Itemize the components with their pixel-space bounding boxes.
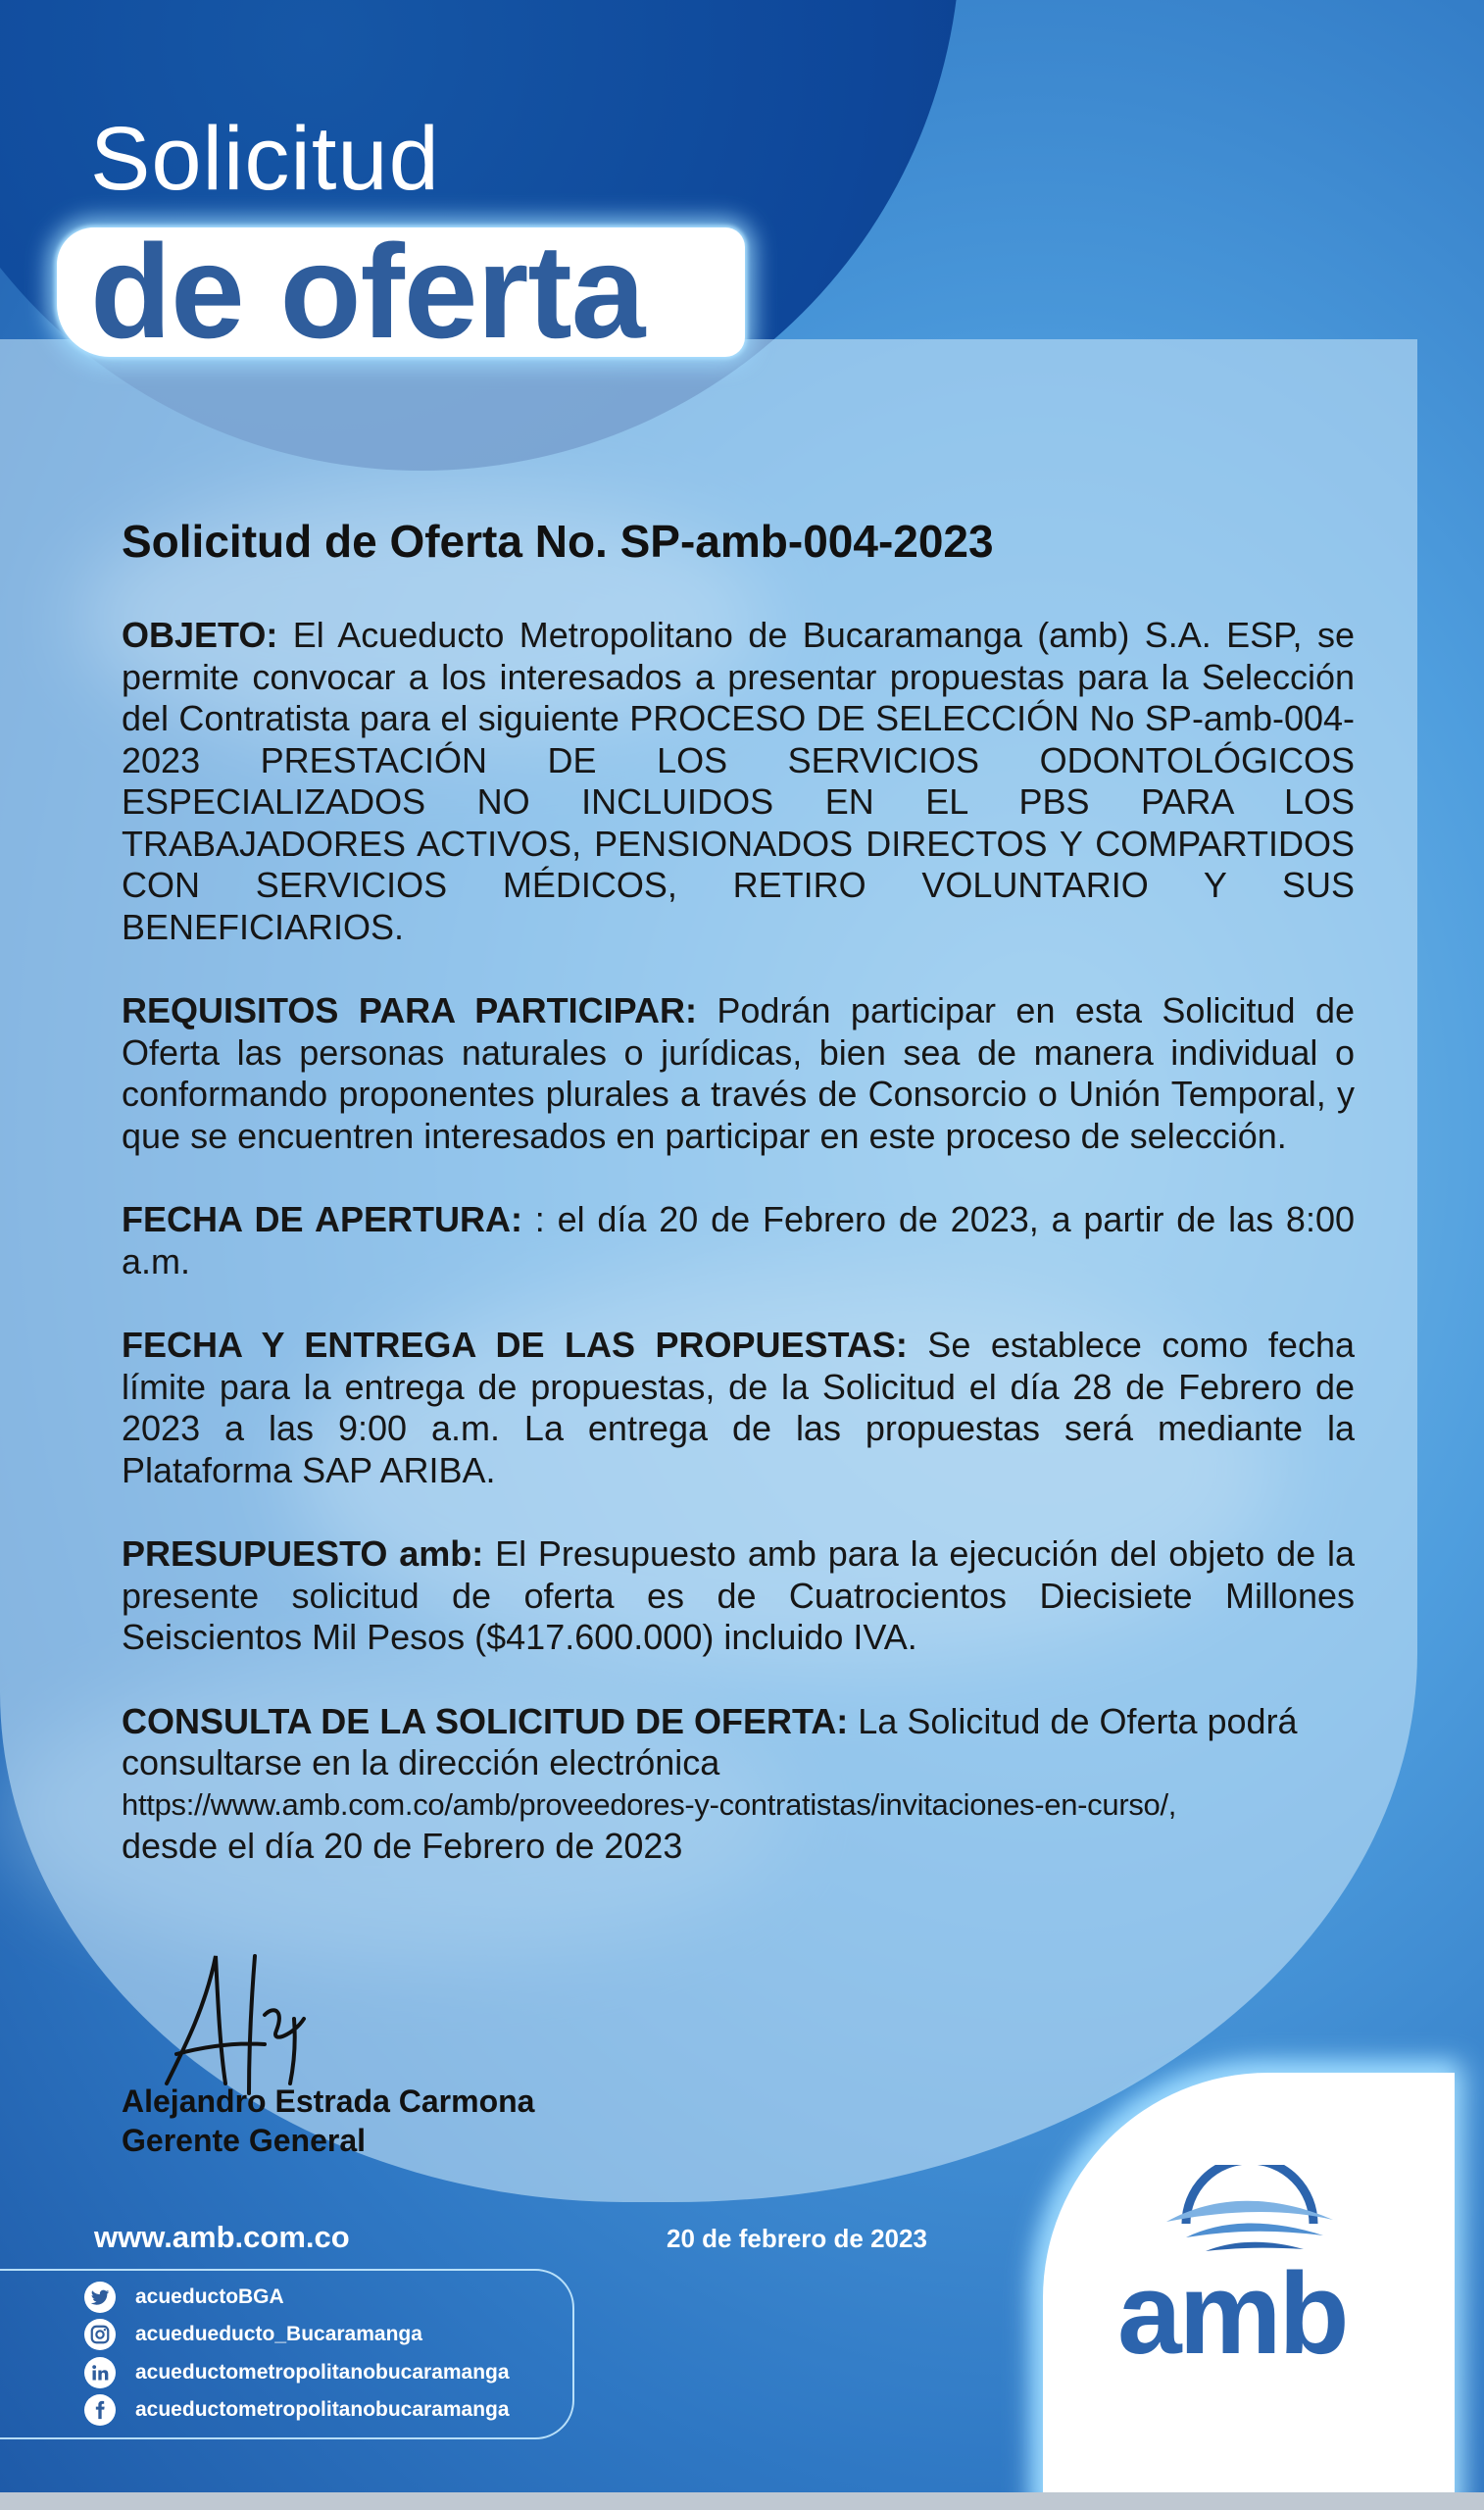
- website-link[interactable]: www.amb.com.co: [94, 2220, 350, 2254]
- social-item-twitter[interactable]: [84, 2282, 284, 2313]
- linkedin-icon: [84, 2357, 116, 2388]
- section-fecha-apertura: [122, 1199, 1355, 1282]
- section-presupuesto: [122, 1533, 1355, 1659]
- section-label: FECHA Y ENTREGA DE LAS PROPUESTAS:: [122, 1325, 908, 1365]
- signer-role: Gerente General: [122, 2123, 366, 2158]
- twitter-icon: [84, 2282, 116, 2313]
- section-label: PRESUPUESTO amb:: [122, 1533, 484, 1574]
- title-line2: de oferta: [90, 217, 645, 366]
- document-body: [122, 512, 1355, 1910]
- signature-image: [147, 1936, 323, 2103]
- consulta-after-text: desde el día 20 de Febrero de 2023: [122, 1826, 683, 1866]
- section-requisitos: [122, 990, 1355, 1157]
- social-handle: acueductometropolitanobucaramanga: [135, 2398, 510, 2421]
- social-item-facebook[interactable]: [84, 2394, 510, 2426]
- section-text: La Solicitud de Oferta podrá consultarse en la dirección electrónica: [122, 1700, 1298, 1782]
- section-objeto: [122, 615, 1355, 948]
- document-heading: Solicitud de Oferta No. SP-amb-004-2023: [122, 516, 994, 567]
- facebook-icon: [84, 2394, 116, 2426]
- footer-date: 20 de febrero de 2023: [667, 2224, 927, 2253]
- social-handle: acueductoBGA: [135, 2285, 284, 2308]
- section-text: El Presupuesto amb para la ejecución del objeto de la presente solicitud de oferta es de Cuatrocientos Diecisiete Millones Seiscientos Mil Pesos ($417.600.000) incluido IVA.: [122, 1533, 1356, 1657]
- section-text: El Acueducto Metropolitano de Bucaramanga (amb) S.A. ESP, se permite convocar a los interesados a presentar propuestas para la Selección del Contratista para el siguiente PROCESO DE SELECCIÓN No SP-amb-004-2023 PRESTACIÓN DE LOS SERVICIOS ODONTOLÓGICOS ESPECIALIZADOS NO INCLUIDOS EN EL PBS PARA LOS TRABAJADORES ACTIVOS, PENSIONADOS DIRECTOS Y COMPARTIDOS CON SERVICIOS MÉDICOS, RETIRO VOLUNTARIO Y SUS BENEFICIARIOS.: [122, 615, 1355, 947]
- section-label: OBJETO:: [122, 615, 278, 655]
- section-text: Se establece como fecha límite para la entrega de propuestas, de la Solicitud el día 28 de Febrero de 2023 a las 9:00 a.m. La entrega de las propuestas será mediante la Plataforma SAP ARIBA.: [122, 1325, 1355, 1490]
- amb-logo: amb: [1117, 2249, 1347, 2379]
- section-label: FECHA DE APERTURA:: [122, 1199, 522, 1239]
- social-handle: acueductometropolitanobucaramanga: [135, 2361, 510, 2384]
- instagram-icon: [84, 2319, 116, 2350]
- section-label: CONSULTA DE LA SOLICITUD DE OFERTA:: [122, 1700, 849, 1741]
- section-consulta: [122, 1701, 1355, 1868]
- section-fecha-entrega: [122, 1325, 1355, 1491]
- section-label: REQUISITOS PARA PARTICIPAR:: [122, 990, 697, 1030]
- section-text: Podrán participar en esta Solicitud de Oferta las personas naturales o jurídicas, bien sea de manera individual o conformando proponentes plurales a través de Consorcio o Unión Temporal, y que se encuentren interesados en participar en este proceso de selección.: [122, 990, 1355, 1156]
- section-text: : el día 20 de Febrero de 2023, a partir de las 8:00 a.m.: [122, 1199, 1355, 1281]
- social-item-linkedin[interactable]: [84, 2357, 510, 2388]
- social-handle: acuedueducto_Bucaramanga: [135, 2323, 422, 2345]
- social-item-instagram[interactable]: [84, 2319, 422, 2350]
- signer-block: [122, 2082, 534, 2160]
- title-line1: Solicitud: [90, 109, 440, 209]
- consulta-url-link[interactable]: https://www.amb.com.co/amb/proveedores-y-contratistas/invitaciones-en-curso/,: [122, 1786, 1177, 1822]
- bottom-strip: [0, 2492, 1484, 2510]
- signer-name: Alejandro Estrada Carmona: [122, 2083, 535, 2119]
